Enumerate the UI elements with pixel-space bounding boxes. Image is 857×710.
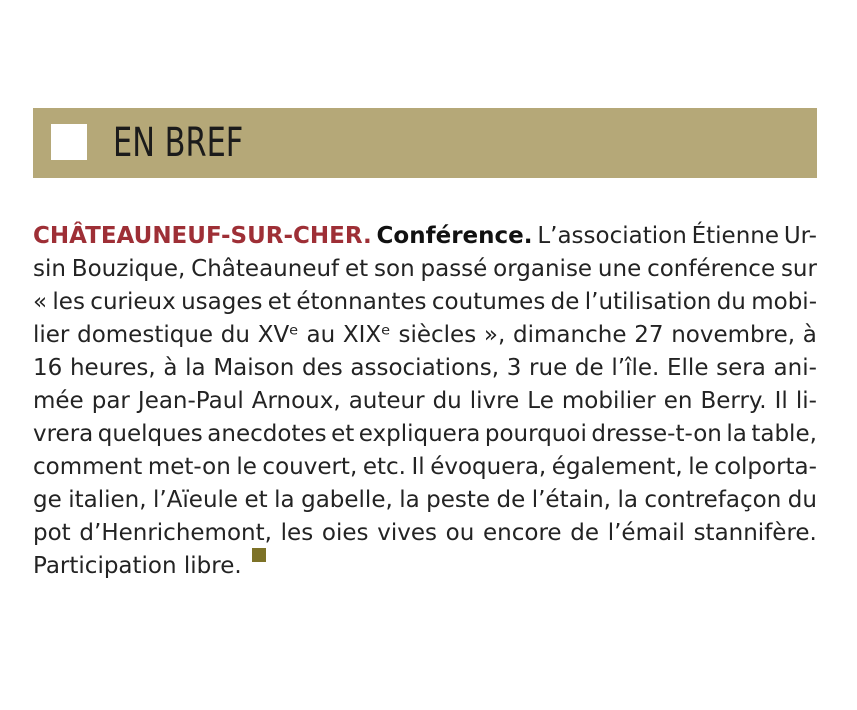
word: quelques <box>97 421 203 447</box>
word: heures, <box>69 355 156 381</box>
word: domestique <box>77 322 214 348</box>
word: l’étain, <box>531 487 611 513</box>
word: au <box>306 322 336 348</box>
word: 3 <box>506 355 522 381</box>
word: conférence <box>647 256 776 282</box>
article-line <box>33 550 817 583</box>
article-line <box>33 484 817 517</box>
word: italien, <box>68 487 147 513</box>
word: sur <box>780 256 817 282</box>
word: mée <box>33 388 84 414</box>
word: passé <box>420 256 488 282</box>
word: étonnantes <box>296 289 427 315</box>
word: etc. <box>362 454 406 480</box>
article-line-text <box>33 418 817 451</box>
word: ani- <box>773 355 817 381</box>
article-line <box>33 451 817 484</box>
word: en <box>663 388 693 414</box>
word: et <box>345 256 369 282</box>
article-topic: Conférence. <box>376 223 533 249</box>
article-line-text <box>33 319 817 352</box>
article-line <box>33 418 817 451</box>
word: lier <box>33 322 70 348</box>
word: associations, <box>350 355 500 381</box>
word: l’Aïeule <box>152 487 239 513</box>
word: et <box>331 421 355 447</box>
word: et <box>244 487 268 513</box>
word: stannifère. <box>693 520 817 546</box>
word: XIXᵉ <box>342 322 391 348</box>
article-line <box>33 385 817 418</box>
word: Jean-Paul <box>137 388 244 414</box>
word: li- <box>795 388 817 414</box>
word: livre <box>469 388 520 414</box>
article-line <box>33 286 817 319</box>
word: encore <box>483 520 562 546</box>
word: novembre, <box>671 322 796 348</box>
word: Étienne <box>691 223 780 249</box>
word: une <box>597 256 642 282</box>
word: de <box>570 520 600 546</box>
word: ou <box>445 520 475 546</box>
article-line <box>33 352 817 385</box>
word: Bouzique, <box>71 256 186 282</box>
word: sera <box>716 355 766 381</box>
word: Le <box>527 388 554 414</box>
article-line <box>33 253 817 286</box>
article-line-text: Participation libre. <box>33 553 242 579</box>
word: son <box>374 256 415 282</box>
article-line-text <box>33 253 817 286</box>
word: peste <box>426 487 491 513</box>
word: les <box>52 289 85 315</box>
word: l’île. <box>611 355 660 381</box>
word: », <box>483 322 506 348</box>
word: dimanche <box>513 322 627 348</box>
word: la <box>399 487 420 513</box>
word: vrera <box>33 421 94 447</box>
word: usages <box>181 289 263 315</box>
word: 16 <box>33 355 63 381</box>
word: coutumes <box>431 289 546 315</box>
word: Il <box>774 388 788 414</box>
word: pot <box>33 520 71 546</box>
word: table, <box>751 421 817 447</box>
word: gabelle, <box>301 487 393 513</box>
word: du <box>220 322 250 348</box>
word: par <box>91 388 130 414</box>
word: les <box>280 520 314 546</box>
word: anecdotes <box>207 421 327 447</box>
word: mobi- <box>751 289 817 315</box>
word: Arnoux, <box>251 388 341 414</box>
word: la <box>185 355 206 381</box>
word: à <box>802 322 817 348</box>
article-city: CHÂTEAUNEUF-SUR-CHER. <box>33 223 372 249</box>
word: le <box>688 454 709 480</box>
word: organise <box>493 256 593 282</box>
word: rue <box>529 355 568 381</box>
word: Elle <box>667 355 709 381</box>
word: vives <box>377 520 437 546</box>
word: couvert, <box>262 454 358 480</box>
word: met-on <box>147 454 231 480</box>
word: mobilier <box>561 388 656 414</box>
word: et <box>267 289 291 315</box>
word: pourquoi <box>484 421 587 447</box>
word: Il <box>411 454 425 480</box>
article-body <box>33 220 817 583</box>
word: la <box>726 421 747 447</box>
word: l’émail <box>607 520 685 546</box>
word: Châteauneuf <box>191 256 340 282</box>
article-line-text: L’association <box>537 223 687 249</box>
word: colporta- <box>714 454 817 480</box>
word: oies <box>321 520 369 546</box>
word: de <box>574 355 604 381</box>
article-line-text <box>33 451 817 484</box>
word: le <box>236 454 257 480</box>
word: Ur- <box>783 223 817 249</box>
word: comment <box>33 454 143 480</box>
word: du <box>787 487 817 513</box>
article-line-text <box>33 484 817 517</box>
word: Maison <box>213 355 295 381</box>
end-marker-square-icon <box>252 548 266 562</box>
article-line <box>33 319 817 352</box>
article-line-text <box>33 385 817 418</box>
article-line-text <box>33 352 817 385</box>
word: également, <box>551 454 683 480</box>
word: expliquera <box>358 421 481 447</box>
article-line <box>33 220 817 253</box>
word: de <box>550 289 580 315</box>
word: curieux <box>90 289 176 315</box>
word: du <box>432 388 462 414</box>
word: la <box>274 487 295 513</box>
word: dresse-t-on <box>591 421 722 447</box>
word: siècles <box>398 322 477 348</box>
word: du <box>716 289 746 315</box>
word: XVᵉ <box>257 322 299 348</box>
article-line-text <box>33 517 817 550</box>
word: d’Henrichemont, <box>79 520 272 546</box>
word: la <box>617 487 638 513</box>
word: l’utilisation <box>584 289 712 315</box>
word: de <box>496 487 526 513</box>
word: ge <box>33 487 62 513</box>
header-title: EN BREF <box>113 120 244 166</box>
word: 27 <box>634 322 664 348</box>
word: « <box>33 289 48 315</box>
word: contrefaçon <box>644 487 782 513</box>
article-line <box>33 517 817 550</box>
word: sin <box>33 256 66 282</box>
word: évoquera, <box>430 454 547 480</box>
header-square-icon <box>51 124 87 160</box>
article-line-text <box>33 286 817 319</box>
word: à <box>163 355 178 381</box>
en-bref-header <box>33 108 817 178</box>
word: Berry. <box>700 388 767 414</box>
word: auteur <box>348 388 425 414</box>
word: des <box>301 355 343 381</box>
